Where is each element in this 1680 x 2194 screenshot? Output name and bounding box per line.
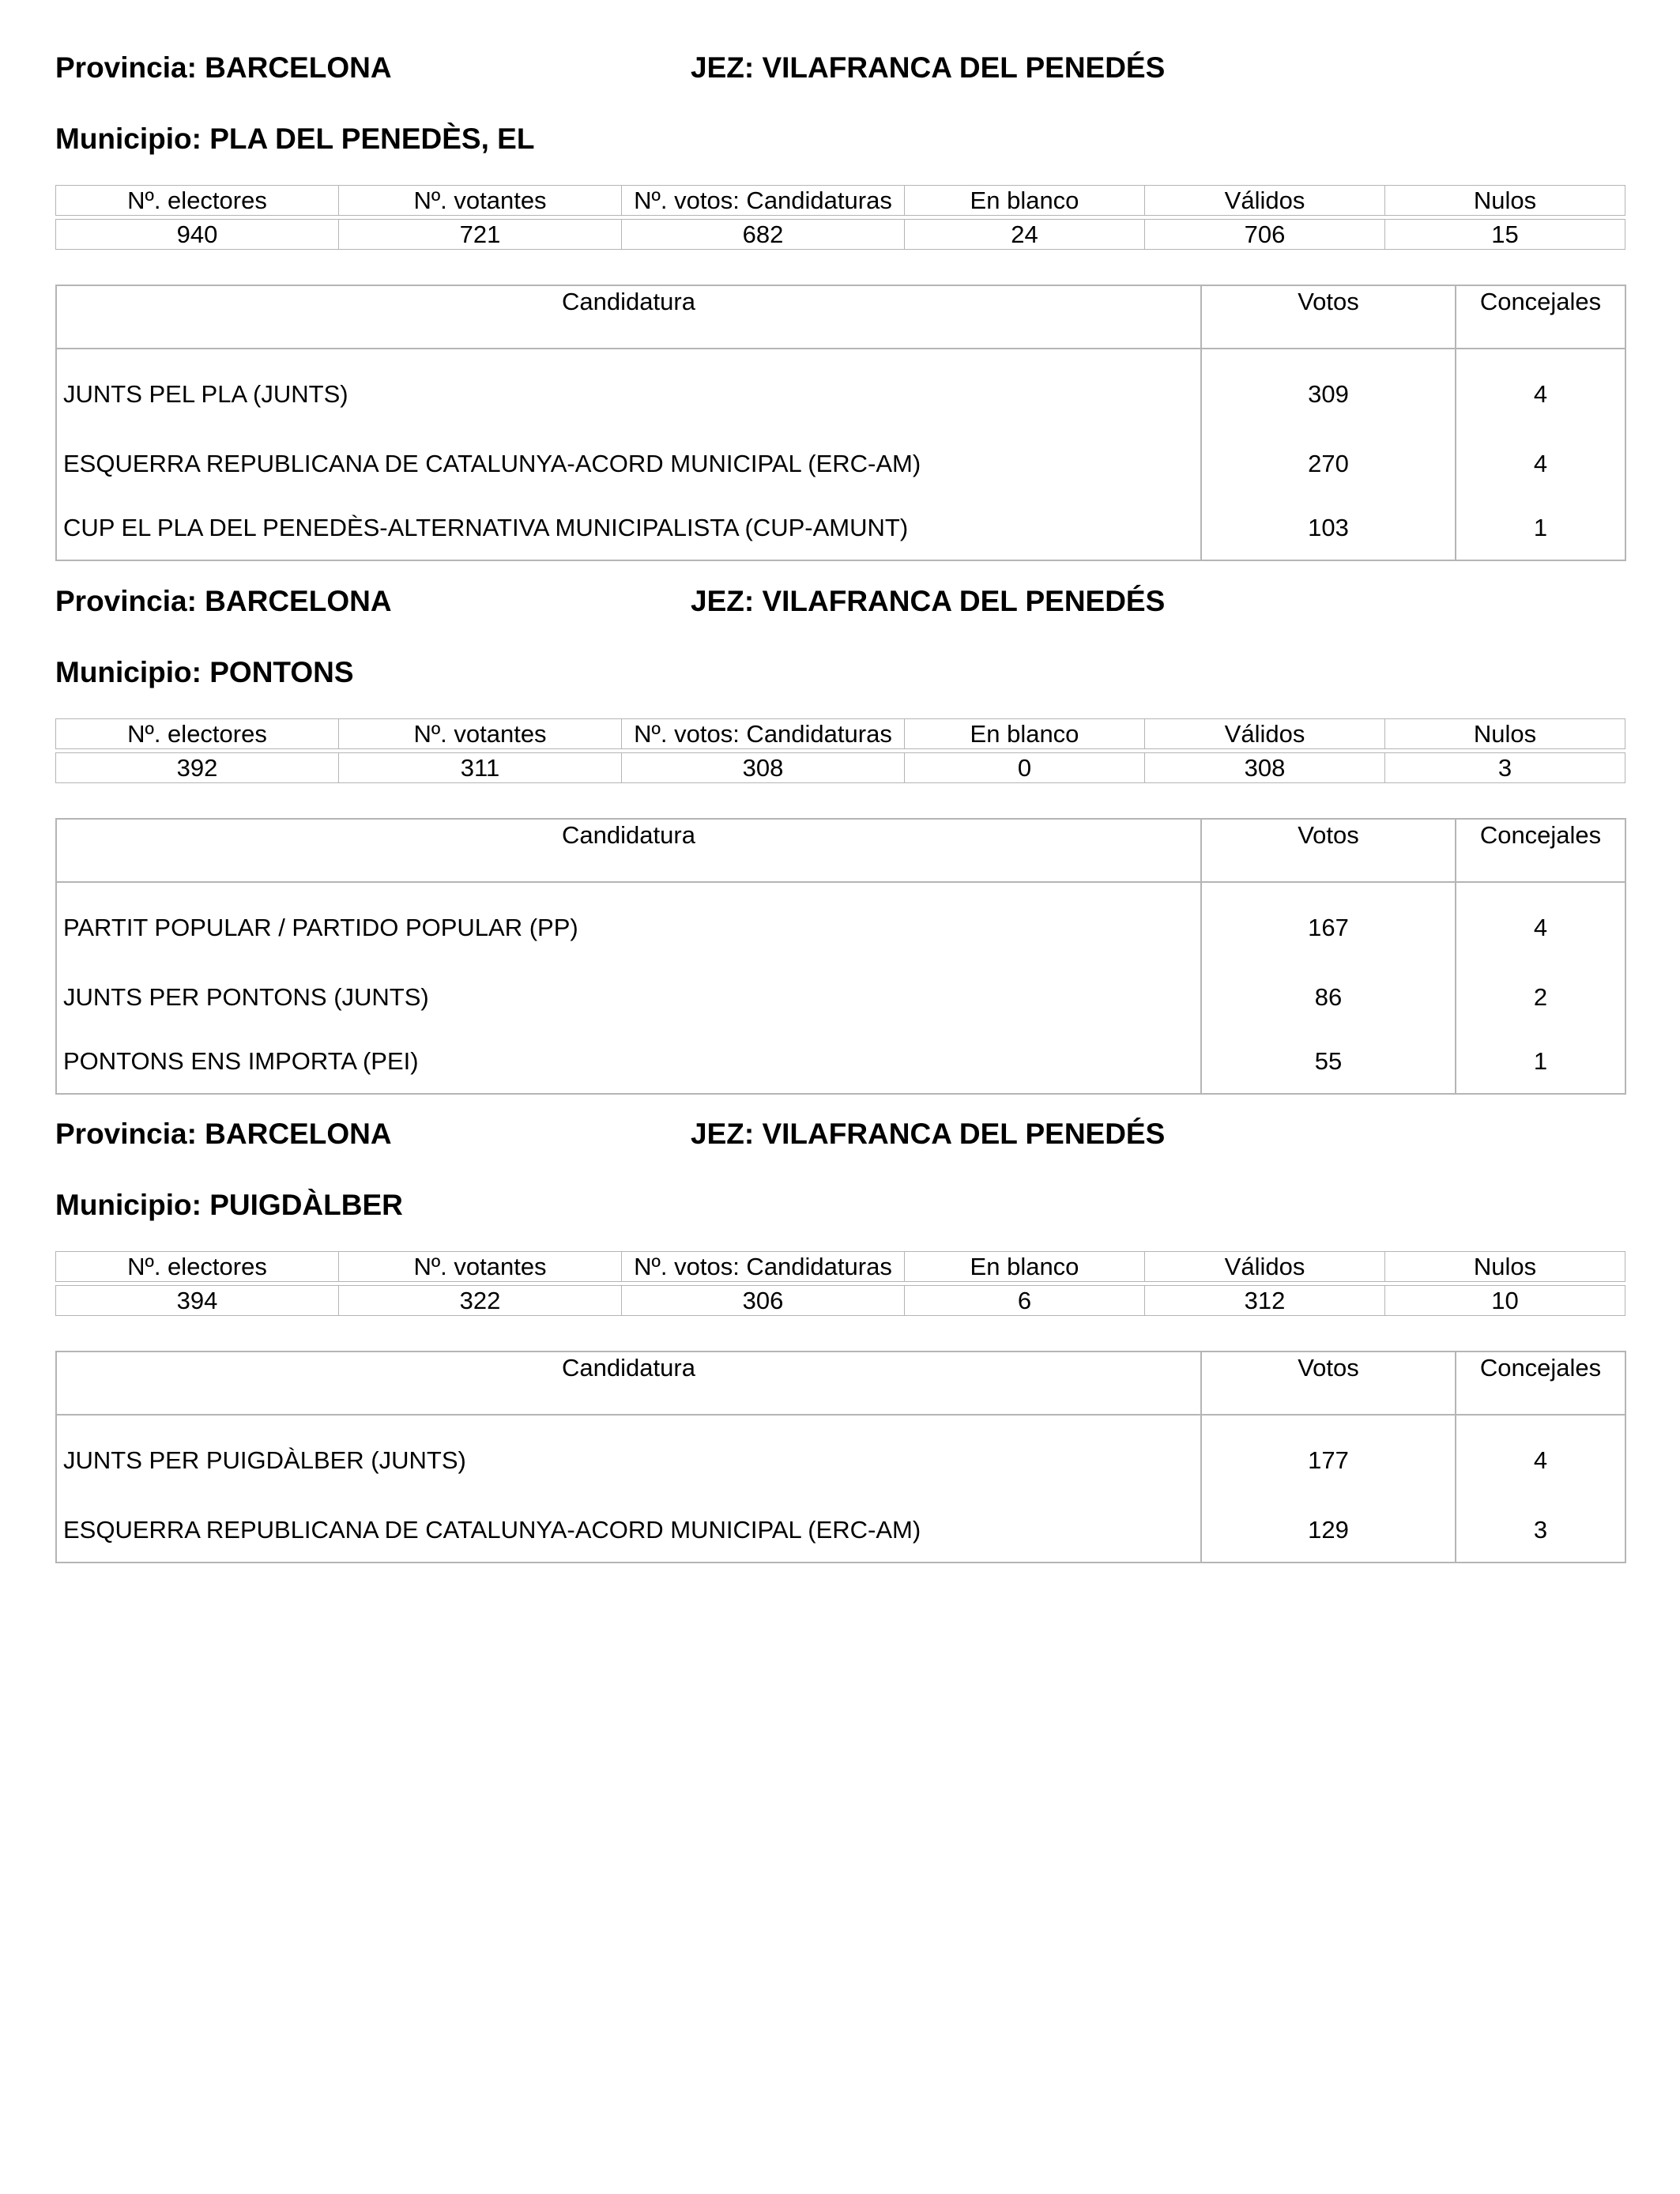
results-table (55, 818, 1626, 1095)
value-en-blanco: 0 (905, 753, 1145, 783)
header-votantes: Nº. votantes (339, 719, 622, 749)
provincia-label: Provincia: BARCELONA (55, 585, 392, 617)
value-nulos: 15 (1385, 220, 1625, 250)
header-votos-candidaturas: Nº. votos: Candidaturas (622, 186, 905, 216)
candidate-votos: 103 (1201, 496, 1456, 560)
header-concejales: Concejales (1456, 1351, 1625, 1415)
candidate-concejales: 4 (1533, 914, 1548, 941)
candidate-concejales: 4 (1533, 380, 1548, 408)
summary-table (55, 718, 1625, 783)
header-nulos: Nulos (1385, 186, 1625, 216)
header-nulos: Nulos (1385, 1252, 1625, 1282)
table-row (56, 1415, 1625, 1498)
jez-label: JEZ: VILAFRANCA DEL PENEDÉS (691, 51, 1166, 84)
candidate-votos: 167 (1201, 882, 1456, 965)
value-votantes: 322 (339, 1286, 622, 1316)
results-header-row (56, 285, 1625, 349)
candidate-concejales: 3 (1533, 1515, 1548, 1544)
candidate-name: JUNTS PER PUIGDÀLBER (JUNTS) (56, 1415, 1201, 1498)
candidate-votos: 177 (1201, 1415, 1456, 1498)
summary-header-row (56, 186, 1625, 216)
candidate-votos: 86 (1201, 965, 1456, 1029)
candidate-concejales: 1 (1533, 513, 1548, 541)
value-electores: 392 (56, 753, 339, 783)
table-row (56, 496, 1625, 560)
header-validos: Válidos (1145, 719, 1385, 749)
header-concejales: Concejales (1456, 285, 1625, 349)
value-votos-candidaturas: 306 (622, 1286, 905, 1316)
municipio-label: Municipio: PONTONS (55, 656, 354, 688)
jez-label: JEZ: VILAFRANCA DEL PENEDÉS (691, 1118, 1166, 1150)
header-candidatura: Candidatura (56, 285, 1201, 349)
summary-value-row (56, 753, 1625, 783)
candidate-name: CUP EL PLA DEL PENEDÈS-ALTERNATIVA MUNICIPALISTA (CUP-AMUNT) (56, 496, 1201, 560)
value-electores: 394 (56, 1286, 339, 1316)
table-row (56, 882, 1625, 965)
table-row (56, 432, 1625, 496)
header-votos: Votos (1201, 285, 1456, 349)
municipio-label: Municipio: PUIGDÀLBER (55, 1189, 403, 1221)
candidate-concejales: 1 (1533, 1046, 1548, 1075)
table-row (56, 349, 1625, 432)
header-votos-candidaturas: Nº. votos: Candidaturas (622, 1252, 905, 1282)
header-candidatura: Candidatura (56, 1351, 1201, 1415)
value-nulos: 3 (1385, 753, 1625, 783)
summary-table (55, 185, 1625, 250)
value-votantes: 311 (339, 753, 622, 783)
summary-header-row (56, 1252, 1625, 1282)
value-nulos: 10 (1385, 1286, 1625, 1316)
value-validos: 706 (1145, 220, 1385, 250)
value-en-blanco: 6 (905, 1286, 1145, 1316)
value-electores: 940 (56, 220, 339, 250)
candidate-votos: 270 (1201, 432, 1456, 496)
candidate-concejales: 2 (1533, 982, 1548, 1011)
candidate-name: ESQUERRA REPUBLICANA DE CATALUNYA-ACORD MUNICIPAL (ERC-AM) (56, 432, 1201, 496)
header-electores: Nº. electores (56, 719, 339, 749)
summary-table (55, 1251, 1625, 1316)
table-row (56, 1498, 1625, 1563)
header-votos: Votos (1201, 819, 1456, 882)
summary-value-row (56, 220, 1625, 250)
results-header-row (56, 819, 1625, 882)
value-validos: 308 (1145, 753, 1385, 783)
candidate-votos: 129 (1201, 1498, 1456, 1563)
table-row (56, 1029, 1625, 1094)
header-votos: Votos (1201, 1351, 1456, 1415)
candidate-name: JUNTS PER PONTONS (JUNTS) (56, 965, 1201, 1029)
results-table (55, 1351, 1626, 1563)
candidate-concejales: 4 (1533, 1446, 1548, 1474)
candidate-concejales: 4 (1533, 449, 1548, 477)
table-row (56, 965, 1625, 1029)
header-nulos: Nulos (1385, 719, 1625, 749)
header-en-blanco: En blanco (905, 186, 1145, 216)
header-validos: Válidos (1145, 186, 1385, 216)
header-candidatura: Candidatura (56, 819, 1201, 882)
header-en-blanco: En blanco (905, 719, 1145, 749)
summary-header-row (56, 719, 1625, 749)
header-votos-candidaturas: Nº. votos: Candidaturas (622, 719, 905, 749)
header-electores: Nº. electores (56, 186, 339, 216)
candidate-votos: 309 (1201, 349, 1456, 432)
candidate-votos: 55 (1201, 1029, 1456, 1094)
candidate-name: PARTIT POPULAR / PARTIDO POPULAR (PP) (56, 882, 1201, 965)
header-votantes: Nº. votantes (339, 1252, 622, 1282)
municipio-label: Municipio: PLA DEL PENEDÈS, EL (55, 123, 535, 155)
value-votos-candidaturas: 308 (622, 753, 905, 783)
header-electores: Nº. electores (56, 1252, 339, 1282)
header-concejales: Concejales (1456, 819, 1625, 882)
header-validos: Válidos (1145, 1252, 1385, 1282)
results-header-row (56, 1351, 1625, 1415)
candidate-name: ESQUERRA REPUBLICANA DE CATALUNYA-ACORD MUNICIPAL (ERC-AM) (56, 1498, 1201, 1563)
provincia-label: Provincia: BARCELONA (55, 51, 392, 84)
value-votos-candidaturas: 682 (622, 220, 905, 250)
summary-value-row (56, 1286, 1625, 1316)
value-votantes: 721 (339, 220, 622, 250)
candidate-name: JUNTS PEL PLA (JUNTS) (56, 349, 1201, 432)
provincia-label: Provincia: BARCELONA (55, 1118, 392, 1150)
value-validos: 312 (1145, 1286, 1385, 1316)
results-table (55, 285, 1626, 561)
value-en-blanco: 24 (905, 220, 1145, 250)
header-en-blanco: En blanco (905, 1252, 1145, 1282)
candidate-name: PONTONS ENS IMPORTA (PEI) (56, 1029, 1201, 1094)
header-votantes: Nº. votantes (339, 186, 622, 216)
jez-label: JEZ: VILAFRANCA DEL PENEDÉS (691, 585, 1166, 617)
